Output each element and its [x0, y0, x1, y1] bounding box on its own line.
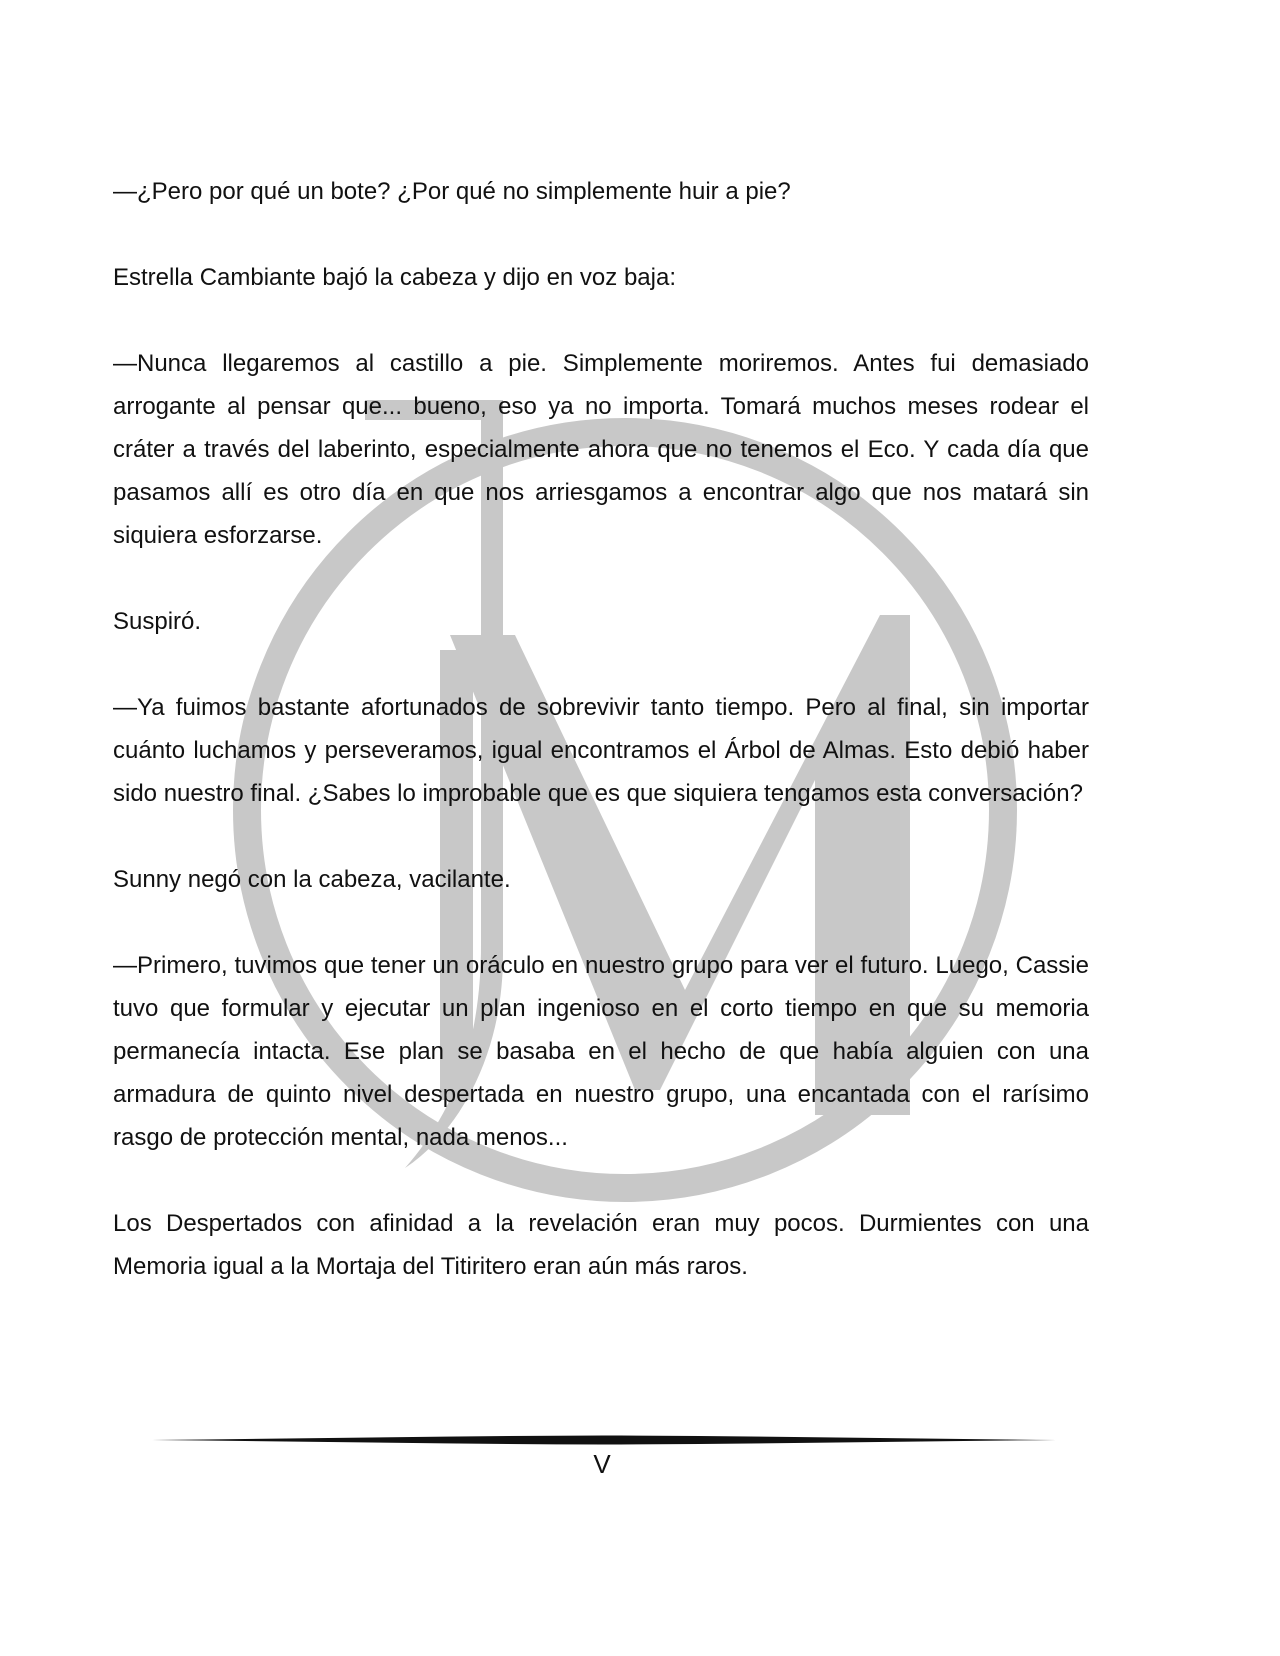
- paragraph: Estrella Cambiante bajó la cabeza y dijo en voz baja:: [113, 264, 676, 291]
- paragraph: —Primero, tuvimos que tener un oráculo en nuestro grupo para ver el futuro. Luego, Cassie tuvo que formular y ejecutar un plan ingenioso en el corto tiempo en que su memoria permanecía intacta. Ese plan se basaba en el hecho de que había alguien con una armadura de quinto nivel despertada en nuestro grupo, una encantada con el rarísimo rasgo de protección mental, nada menos...: [113, 952, 1089, 1151]
- paragraph: Sunny negó con la cabeza, vacilante.: [113, 866, 511, 893]
- document-body: [113, 170, 1089, 1331]
- page-number: V: [593, 1449, 611, 1479]
- paragraph: —Nunca llegaremos al castillo a pie. Simplemente moriremos. Antes fui demasiado arrogante al pensar que... bueno, eso ya no importa. Tomará muchos meses rodear el cráter a través del laberinto, especialmente ahora que no tenemos el Eco. Y cada día que pasamos allí es otro día en que nos arriesgamos a encontrar algo que nos matará sin siquiera esforzarse.: [113, 350, 1089, 549]
- paragraph: —Ya fuimos bastante afortunados de sobrevivir tanto tiempo. Pero al final, sin importar cuánto luchamos y perseveramos, igual encontramos el Árbol de Almas. Esto debió haber sido nuestro final. ¿Sabes lo improbable que es que siquiera tengamos esta conversación?: [113, 694, 1089, 807]
- footer-divider: [152, 1435, 1056, 1445]
- paragraph: Suspiró.: [113, 608, 202, 635]
- paragraph: —¿Pero por qué un bote? ¿Por qué no simplemente huir a pie?: [113, 178, 791, 205]
- paragraph: Los Despertados con afinidad a la revelación eran muy pocos. Durmientes con una Memoria igual a la Mortaja del Titiritero eran aún más raros.: [113, 1210, 1089, 1280]
